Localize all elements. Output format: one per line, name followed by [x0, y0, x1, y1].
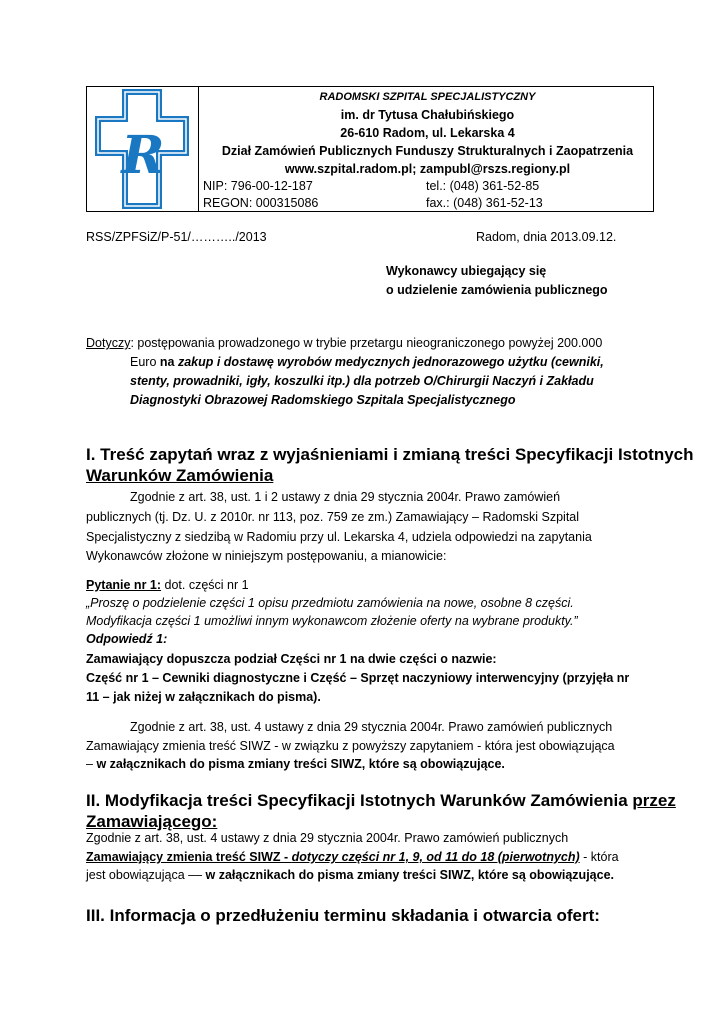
subject-line1 [86, 336, 656, 350]
section2-line3-bold: w załącznikach do pisma zmiany treści SIWZ, które są obowiązujące. [205, 868, 614, 882]
section2-line1: Zgodnie z art. 38, ust. 4 ustawy z dnia 29 stycznia 2004r. Prawo zamówień publicznych [86, 831, 569, 845]
section2-parts-affected: dotyczy części nr 1, 9, od 11 do 18 (pierwotnych) [291, 850, 580, 864]
answer1-label: Odpowiedź 1: [86, 632, 168, 646]
answer1-line1: Zamawiający dopuszcza podział Części nr 1 na dwie części o nazwie: [86, 652, 497, 666]
section2-line3 [86, 868, 614, 882]
section3-title: III. Informacja o przedłużeniu terminu składania i otwarcia ofert: [86, 906, 600, 925]
answer1-line3: 11 – jak niżej w załącznikach do pisma). [86, 690, 321, 704]
subject-line4: Diagnostyki Obrazowej Radomskiego Szpitala Specjalistycznego [130, 393, 516, 407]
modification-line3 [86, 757, 505, 771]
section2-line2 [86, 850, 619, 864]
nip-number: NIP: 796-00-12-187 [203, 179, 313, 193]
web-email: www.szpital.radom.pl; zampubl@rszs.regiony.pl [284, 162, 571, 176]
modification-bold-text: w załącznikach do pisma zmiany treści SIWZ, które są obowiązujące. [96, 757, 505, 771]
hospital-patron: im. dr Tytusa Chałubińskiego [340, 108, 515, 122]
question1-label: Pytanie nr 1: [86, 578, 162, 592]
subject-lead: : postępowania prowadzonego w trybie przetargu nieograniczonego powyżej 200.000 [130, 336, 603, 350]
modification-line1: Zgodnie z art. 38, ust. 4 ustawy z dnia 29 stycznia 2004r. Prawo zamówień publicznych [130, 720, 613, 734]
section2-line3-plain: jest obowiązująca –– [86, 868, 206, 882]
section2-title-main: II. Modyfikacja treści Specyfikacji Istotnych Warunków Zamówienia [86, 791, 633, 810]
question1-text-line2: Modyfikacja części 1 umożliwi innym wykonawcom złożenie oferty na wybrane produkty.” [86, 614, 578, 628]
addressee-line2: o udzielenie zamówienia publicznego [386, 283, 608, 297]
section1-title-line1: I. Treść zapytań wraz z wyjaśnieniami i zmianą treści Specyfikacji Istotnych [86, 445, 694, 464]
section2-line2-end: - która [579, 850, 619, 864]
section1-intro-line3: Specjalistyczny z siedzibą w Radomiu przy ul. Lekarska 4, udziela odpowiedzi na zapytania [86, 530, 592, 544]
place-date: Radom, dnia 2013.09.12. [476, 230, 617, 244]
subject-line2 [130, 355, 656, 369]
tel-number: tel.: (048) 361-52-85 [426, 179, 540, 193]
section2-title-line2: Zamawiającego: [86, 812, 218, 831]
fax-number: fax.: (048) 361-52-13 [426, 196, 543, 210]
question1-text-line1: „Proszę o podzielenie części 1 opisu przedmiotu zamówienia na nowe, osobne 8 części. [86, 596, 574, 610]
subject-na: na [159, 355, 178, 369]
section2-title-przez: przez [632, 791, 676, 810]
section1-title-line2: Warunków Zamówienia [86, 466, 274, 485]
modification-line2: Zamawiający zmienia treść SIWZ - w związku z powyższy zapytaniem - która jest obowiązująca [86, 739, 615, 753]
section2-bold-change: Zamawiający zmienia treść SIWZ - [86, 850, 292, 864]
hospital-logo-icon [86, 86, 198, 212]
letterhead-divider [198, 86, 199, 212]
subject-scope: zakup i dostawę wyrobów medycznych jednorazowego użytku (cewniki, [177, 355, 604, 369]
subject-line3: stenty, prowadniki, igły, koszulki itp.) dla potrzeb O/Chirurgii Naczyń i Zakładu [130, 374, 594, 388]
modification-dash: – [86, 757, 97, 771]
reference-number: RSS/ZPFSiZ/P-51/………../2013 [86, 230, 267, 244]
regon-number: REGON: 000315086 [203, 196, 319, 210]
answer1-line2: Część nr 1 – Cewniki diagnostyczne i Część – Sprzęt naczyniowy interwencyjny (przyjęła nr [86, 671, 630, 685]
section1-intro-line4: Wykonawców złożone w niniejszym postępowaniu, a mianowicie: [86, 549, 447, 563]
question1-scope: dot. części nr 1 [161, 578, 249, 592]
svg-text:R: R [121, 125, 165, 186]
hospital-address: 26-610 Radom, ul. Lekarska 4 [340, 126, 515, 140]
department-name: Dział Zamówień Publicznych Funduszy Strukturalnych i Zaopatrzenia [221, 144, 634, 158]
hospital-name: RADOMSKI SZPITAL SPECJALISTYCZNY [319, 91, 536, 103]
section2-title-line1 [86, 790, 676, 811]
subject-euro: Euro [130, 355, 160, 369]
section1-intro-line2: publicznych (tj. Dz. U. z 2010r. nr 113, poz. 759 ze zm.) Zamawiający – Radomski Szpital [86, 510, 580, 524]
question1-header [86, 578, 249, 592]
subject-label: Dotyczy [86, 336, 131, 350]
addressee-line1: Wykonawcy ubiegający się [386, 264, 547, 278]
section1-intro-line1: Zgodnie z art. 38, ust. 1 i 2 ustawy z dnia 29 stycznia 2004r. Prawo zamówień [130, 490, 561, 504]
